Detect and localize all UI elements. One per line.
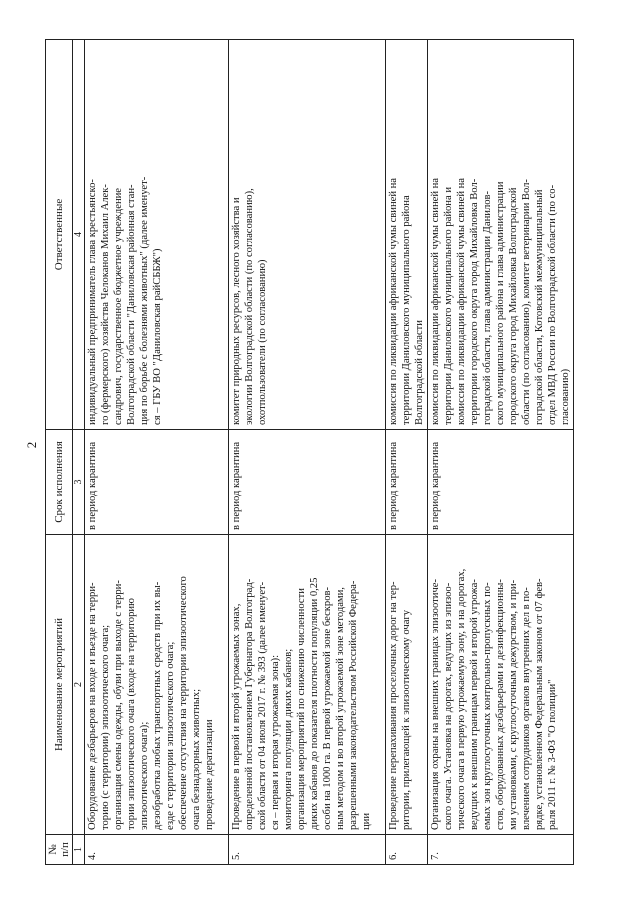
responsible-line: городского округа город Михайловка Волгоградской <box>508 187 519 425</box>
responsible-line: территории Даниловского муниципального района и <box>443 187 454 425</box>
responsible-parties <box>85 40 229 430</box>
measure-name-line: влечением сотрудников органов внутренних дел в по- <box>521 587 532 830</box>
responsible-line: территории городского округа город Михайловка Вол- <box>469 178 480 425</box>
responsible-line: отдел МВД России по Волгоградской области (по со- <box>547 184 558 425</box>
measure-name-line: ции <box>361 812 372 830</box>
measure-name-line: стов, оборудованных дезбарьерами и дезинфекционны- <box>495 579 506 830</box>
measure-name-line: езде с территории эпизоотического очага; <box>165 641 176 830</box>
measure-name-line: особи на 1000 га. В первой угрожаемой зоне бескров- <box>322 586 333 830</box>
measure-name-line: организация смены одежды, обуви при выходе с терри- <box>113 580 124 830</box>
responsible-parties <box>428 40 574 430</box>
measure-name-line: дезобработка любых транспортных средств при их вы- <box>152 581 163 830</box>
measure-name-line: ным методом и во второй угрожаемой зоне методами, <box>335 587 346 830</box>
responsible-line: комиссия по ликвидации африканской чумы свиней на <box>430 177 441 425</box>
execution-term: в период карантина <box>428 430 574 535</box>
measure-name-line: Оборудование дезбарьеров на входе и въезде на терри- <box>87 582 98 830</box>
col-number: 3 <box>73 430 85 535</box>
measure-name-line: раля 2011 г. № 3-ФЗ "О полиции" <box>547 679 558 830</box>
responsible-line: гоградской области, Котовский межмуниципальный <box>534 189 545 425</box>
responsible-line: Волгоградской области "Даниловская районная стан- <box>126 184 137 425</box>
measure-name-line: ской области от 04 июля 2017 г. № 393 (далее именует- <box>257 581 268 830</box>
responsible-line: экологии Волгоградской области (по согласованию), <box>244 188 255 425</box>
col-number: 4 <box>73 40 85 430</box>
responsible-line: индивидуальный предприниматель глава крестьянско- <box>87 179 98 425</box>
table-row <box>85 40 229 865</box>
measure-name-line: разрешенными законодательством Российской Федера- <box>348 580 359 830</box>
responsible-line: территории Даниловского муниципального района <box>401 195 412 425</box>
measure-name-line: ведущих к внешним границам первой и второй угрожа- <box>469 579 480 830</box>
measure-name-line: тического очага в первую угрожаемую зону, и на дорогах, <box>456 568 467 830</box>
measure-name-line: Организация охраны на внешних границах эпизоотиче- <box>430 579 441 830</box>
measure-name-line: обеспечение отсутствия на территории эпизоотического <box>178 576 189 830</box>
measure-name-line: эпизоотического очага); <box>139 721 150 830</box>
measure-name <box>85 535 229 835</box>
measure-name-line: емых зон круглосуточных контрольно-пропускных по- <box>482 582 493 830</box>
execution-term: в период карантина <box>386 430 428 535</box>
execution-term: в период карантина <box>229 430 386 535</box>
responsible-line: гласованию) <box>560 368 571 425</box>
responsible-parties <box>229 40 386 430</box>
row-number: 6. <box>386 835 428 865</box>
column-numbers-row <box>73 40 85 865</box>
measure-name-line: очага безнадзорных животных; <box>191 688 202 830</box>
measure-name-line: Проведение перепахивания проселочных дорог на тер- <box>388 581 399 830</box>
responsible-line: го (фермерского) хозяйства Челоканов Михаил Алек- <box>100 184 111 425</box>
responsible-line: комиссия по ликвидации африканской чумы свиней на <box>456 177 467 425</box>
measure-name-line: торию (с территории) эпизоотического очага; <box>100 624 111 830</box>
measure-name-line: ми установками, с круглосуточным дежурством, и при- <box>508 579 519 830</box>
measure-name-line: организация мероприятий по снижению численности <box>296 588 307 830</box>
measure-name-line: определенной постановлением Губернатора Волгоград- <box>244 578 255 830</box>
responsible-line: ся – ГБУ ВО "Даниловская райСББЖ") <box>152 248 163 425</box>
measure-name-line: ского очага. Установка на дорогах, ведущих из эпизоо- <box>443 582 454 830</box>
header-num: № п/п <box>46 835 73 865</box>
header-name: Наименование мероприятий <box>46 535 73 835</box>
responsible-line: гоградской области, глава администрации Данилов- <box>482 190 493 425</box>
measure-name-line: мониторинга популяции диких кабанов; <box>283 648 294 830</box>
measure-name <box>229 535 386 835</box>
measure-name-line: ритории, прилегающей к эпизоотическому очагу <box>401 609 412 830</box>
measure-name <box>428 535 574 835</box>
row-number: 7. <box>428 835 574 865</box>
header-term: Срок исполнения <box>46 430 73 535</box>
table-header-row <box>46 40 73 865</box>
responsible-line: Волгоградской области <box>414 320 425 425</box>
execution-term: в период карантина <box>85 430 229 535</box>
col-number: 2 <box>73 535 85 835</box>
measure-name-line: ся – первая и вторая угрожаемая зона): <box>270 654 281 830</box>
responsible-line: области (по согласованию), комитет ветеринарии Вол- <box>521 179 532 425</box>
page-number: 2 <box>24 441 39 449</box>
measure-name-line: рядке, установленном Федеральным законом от 07 фев- <box>534 578 545 830</box>
responsible-line: комитет природных ресурсов, лесного хозяйства и <box>231 197 242 425</box>
responsible-parties <box>386 40 428 430</box>
row-number: 5. <box>229 835 386 865</box>
measure-name-line: Проведение в первой и второй угрожаемых зонах, <box>231 603 242 830</box>
measure-name <box>386 535 428 835</box>
responsible-line: сандрович, государственное бюджетное учреждение <box>113 188 124 425</box>
header-responsible: Ответственные <box>46 40 73 430</box>
row-number: 4. <box>85 835 229 865</box>
measure-name-line: тории эпизоотического очага (входе на территорию <box>126 598 137 830</box>
responsible-line: охотпользователи (по согласованию) <box>257 259 268 425</box>
responsible-line: ского муниципального района и глава администрации <box>495 181 506 425</box>
responsible-line: ция по борьбе с болезнями животных" (далее именует- <box>139 176 150 425</box>
table-row <box>428 40 574 865</box>
col-number: 1 <box>73 835 85 865</box>
measure-name-line: проведение дератизации <box>204 719 215 830</box>
table-row <box>229 40 386 865</box>
table-row <box>386 40 428 865</box>
measure-name-line: диких кабанов до показателя плотности популяции 0,25 <box>309 577 320 830</box>
measures-table <box>45 39 574 865</box>
responsible-line: комиссия по ликвидации африканской чумы свиней на <box>388 177 399 425</box>
